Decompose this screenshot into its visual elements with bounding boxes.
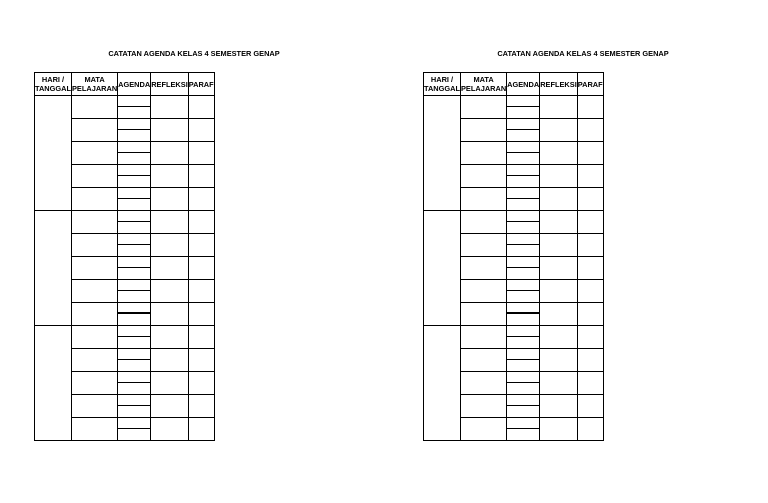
subject-cell[interactable] — [72, 349, 118, 372]
agenda-line — [118, 303, 150, 314]
agenda-line — [118, 418, 150, 429]
agenda-line — [118, 96, 150, 107]
agenda-line — [507, 372, 539, 383]
agenda-line — [507, 165, 539, 176]
subject-cell[interactable] — [461, 349, 507, 372]
header-reflection: REFLEKSI — [540, 73, 578, 96]
agenda-cell[interactable] — [118, 372, 151, 395]
agenda-line — [507, 211, 539, 222]
agenda-cell[interactable] — [118, 142, 151, 165]
subject-cell[interactable] — [461, 96, 507, 119]
subject-cell[interactable] — [72, 418, 118, 441]
table-row — [35, 96, 215, 119]
reflection-cell[interactable] — [151, 326, 189, 349]
reflection-cell[interactable] — [151, 142, 189, 165]
subject-cell[interactable] — [461, 234, 507, 257]
signature-cell[interactable] — [188, 211, 214, 234]
header-day: HARI / TANGGAL — [424, 73, 461, 96]
table-row — [424, 96, 604, 119]
signature-cell[interactable] — [577, 188, 603, 211]
signature-cell[interactable] — [577, 234, 603, 257]
agenda-cell[interactable] — [507, 349, 540, 372]
reflection-cell[interactable] — [151, 303, 189, 326]
agenda-line — [118, 372, 150, 383]
table-row — [35, 326, 215, 349]
agenda-line — [118, 119, 150, 130]
agenda-line — [507, 418, 539, 429]
reflection-cell[interactable] — [151, 418, 189, 441]
signature-cell[interactable] — [188, 349, 214, 372]
day-date-cell[interactable] — [35, 326, 72, 441]
header-subject: MATA PELAJARAN — [72, 73, 118, 96]
agenda-line — [507, 234, 539, 245]
agenda-cell[interactable] — [118, 303, 151, 326]
reflection-cell[interactable] — [151, 211, 189, 234]
signature-cell[interactable] — [188, 326, 214, 349]
sheet-title: CATATAN AGENDA KELAS 4 SEMESTER GENAP — [108, 49, 280, 58]
agenda-cell[interactable] — [507, 418, 540, 441]
agenda-cell[interactable] — [507, 142, 540, 165]
reflection-cell[interactable] — [540, 349, 578, 372]
header-signature: PARAF — [188, 73, 214, 96]
reflection-cell[interactable] — [540, 119, 578, 142]
agenda-line — [507, 280, 539, 291]
day-date-cell[interactable] — [35, 96, 72, 211]
signature-cell[interactable] — [577, 418, 603, 441]
header-row — [424, 73, 604, 96]
signature-cell[interactable] — [577, 165, 603, 188]
subject-cell[interactable] — [72, 372, 118, 395]
reflection-cell[interactable] — [540, 96, 578, 119]
signature-cell[interactable] — [188, 303, 214, 326]
signature-cell[interactable] — [577, 142, 603, 165]
agenda-table — [34, 72, 215, 441]
agenda-cell[interactable] — [507, 326, 540, 349]
subject-cell[interactable] — [461, 165, 507, 188]
subject-cell[interactable] — [72, 303, 118, 326]
table-row — [424, 326, 604, 349]
agenda-line — [118, 234, 150, 245]
header-agenda: AGENDA — [118, 73, 151, 96]
signature-cell[interactable] — [577, 349, 603, 372]
header-signature: PARAF — [577, 73, 603, 96]
agenda-line — [507, 326, 539, 337]
header-day: HARI / TANGGAL — [35, 73, 72, 96]
subject-cell[interactable] — [72, 395, 118, 418]
agenda-line — [507, 257, 539, 268]
signature-cell[interactable] — [188, 119, 214, 142]
agenda-cell[interactable] — [118, 349, 151, 372]
reflection-cell[interactable] — [540, 165, 578, 188]
agenda-cell[interactable] — [507, 303, 540, 326]
agenda-cell[interactable] — [118, 119, 151, 142]
subject-cell[interactable] — [72, 280, 118, 303]
agenda-cell[interactable] — [118, 211, 151, 234]
signature-cell[interactable] — [188, 372, 214, 395]
reflection-cell[interactable] — [151, 96, 189, 119]
signature-cell[interactable] — [188, 165, 214, 188]
signature-cell[interactable] — [577, 395, 603, 418]
subject-cell[interactable] — [72, 188, 118, 211]
reflection-cell[interactable] — [540, 418, 578, 441]
subject-cell[interactable] — [461, 395, 507, 418]
agenda-line — [507, 142, 539, 153]
subject-cell[interactable] — [461, 280, 507, 303]
reflection-cell[interactable] — [540, 280, 578, 303]
reflection-cell[interactable] — [540, 142, 578, 165]
agenda-line — [507, 188, 539, 199]
signature-cell[interactable] — [188, 280, 214, 303]
reflection-cell[interactable] — [540, 372, 578, 395]
subject-cell[interactable] — [72, 211, 118, 234]
reflection-cell[interactable] — [540, 188, 578, 211]
reflection-cell[interactable] — [540, 257, 578, 280]
agenda-cell[interactable] — [118, 234, 151, 257]
agenda-line — [118, 165, 150, 176]
agenda-line — [507, 395, 539, 406]
signature-cell[interactable] — [577, 119, 603, 142]
subject-cell[interactable] — [461, 142, 507, 165]
signature-cell[interactable] — [577, 280, 603, 303]
agenda-cell[interactable] — [507, 119, 540, 142]
reflection-cell[interactable] — [151, 165, 189, 188]
agenda-line — [118, 211, 150, 222]
day-date-cell[interactable] — [424, 96, 461, 211]
signature-cell[interactable] — [188, 188, 214, 211]
sheet-title: CATATAN AGENDA KELAS 4 SEMESTER GENAP — [497, 49, 669, 58]
agenda-line — [118, 395, 150, 406]
agenda-cell[interactable] — [507, 257, 540, 280]
agenda-cell[interactable] — [118, 165, 151, 188]
subject-cell[interactable] — [461, 418, 507, 441]
subject-cell[interactable] — [461, 303, 507, 326]
signature-cell[interactable] — [188, 257, 214, 280]
agenda-table — [423, 72, 604, 441]
reflection-cell[interactable] — [540, 326, 578, 349]
subject-cell[interactable] — [72, 257, 118, 280]
agenda-cell[interactable] — [507, 211, 540, 234]
reflection-cell[interactable] — [540, 211, 578, 234]
subject-cell[interactable] — [72, 326, 118, 349]
agenda-cell[interactable] — [118, 257, 151, 280]
agenda-line — [118, 326, 150, 337]
table-row — [35, 211, 215, 234]
reflection-cell[interactable] — [151, 119, 189, 142]
agenda-cell[interactable] — [507, 280, 540, 303]
table-row — [424, 211, 604, 234]
subject-cell[interactable] — [72, 119, 118, 142]
signature-cell[interactable] — [188, 395, 214, 418]
agenda-cell[interactable] — [507, 96, 540, 119]
agenda-cell[interactable] — [507, 234, 540, 257]
agenda-cell[interactable] — [118, 96, 151, 119]
header-subject: MATA PELAJARAN — [461, 73, 507, 96]
day-date-cell[interactable] — [424, 326, 461, 441]
subject-cell[interactable] — [461, 119, 507, 142]
agenda-line — [507, 303, 539, 314]
agenda-line — [507, 349, 539, 360]
signature-cell[interactable] — [577, 96, 603, 119]
reflection-cell[interactable] — [151, 188, 189, 211]
subject-cell[interactable] — [72, 234, 118, 257]
signature-cell[interactable] — [577, 211, 603, 234]
signature-cell[interactable] — [577, 372, 603, 395]
signature-cell[interactable] — [188, 418, 214, 441]
reflection-cell[interactable] — [151, 395, 189, 418]
reflection-cell[interactable] — [151, 280, 189, 303]
agenda-cell[interactable] — [118, 418, 151, 441]
signature-cell[interactable] — [577, 326, 603, 349]
subject-cell[interactable] — [72, 142, 118, 165]
subject-cell[interactable] — [461, 372, 507, 395]
reflection-cell[interactable] — [151, 372, 189, 395]
signature-cell[interactable] — [188, 142, 214, 165]
reflection-cell[interactable] — [151, 349, 189, 372]
reflection-cell[interactable] — [151, 234, 189, 257]
agenda-cell[interactable] — [118, 280, 151, 303]
agenda-cell[interactable] — [507, 372, 540, 395]
subject-cell[interactable] — [72, 165, 118, 188]
signature-cell[interactable] — [577, 257, 603, 280]
agenda-line — [118, 188, 150, 199]
agenda-cell[interactable] — [507, 188, 540, 211]
agenda-line — [118, 349, 150, 360]
agenda-cell[interactable] — [118, 326, 151, 349]
day-date-cell[interactable] — [424, 211, 461, 326]
subject-cell[interactable] — [72, 96, 118, 119]
agenda-line — [507, 96, 539, 107]
agenda-line — [118, 142, 150, 153]
agenda-cell[interactable] — [507, 395, 540, 418]
signature-cell[interactable] — [188, 96, 214, 119]
subject-cell[interactable] — [461, 257, 507, 280]
signature-cell[interactable] — [188, 234, 214, 257]
header-reflection: REFLEKSI — [151, 73, 189, 96]
subject-cell[interactable] — [461, 188, 507, 211]
reflection-cell[interactable] — [540, 395, 578, 418]
agenda-cell[interactable] — [118, 188, 151, 211]
agenda-line — [118, 257, 150, 268]
day-date-cell[interactable] — [35, 211, 72, 326]
agenda-line — [507, 119, 539, 130]
reflection-cell[interactable] — [540, 234, 578, 257]
header-agenda: AGENDA — [507, 73, 540, 96]
agenda-line — [118, 280, 150, 291]
reflection-cell[interactable] — [540, 303, 578, 326]
reflection-cell[interactable] — [151, 257, 189, 280]
signature-cell[interactable] — [577, 303, 603, 326]
header-row — [35, 73, 215, 96]
subject-cell[interactable] — [461, 211, 507, 234]
agenda-cell[interactable] — [507, 165, 540, 188]
subject-cell[interactable] — [461, 326, 507, 349]
agenda-cell[interactable] — [118, 395, 151, 418]
